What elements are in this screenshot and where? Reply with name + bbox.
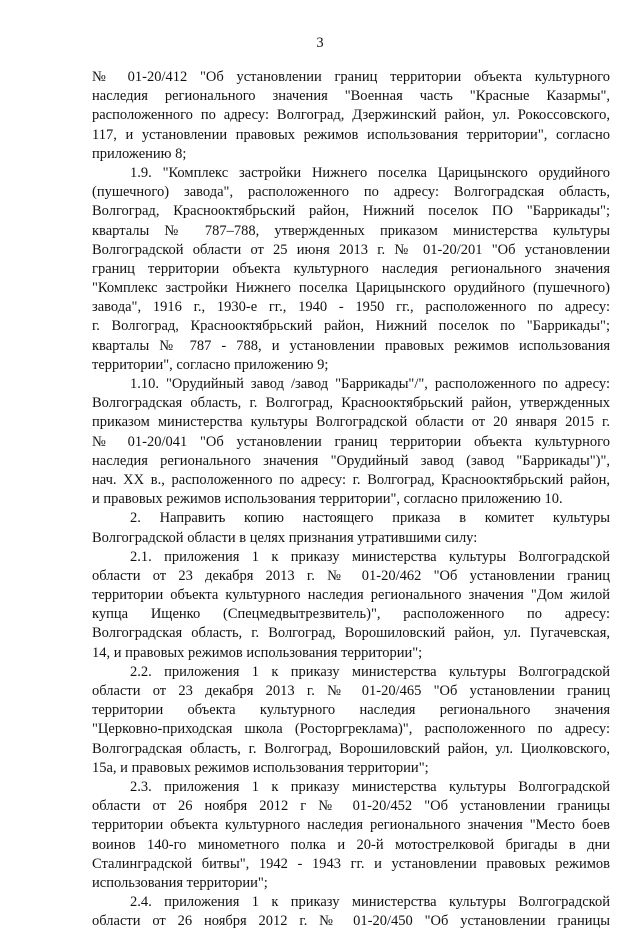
- text-line: расположенного по адресу: Волгоград, Дзержинский район, ул. Рокоссовского,: [92, 107, 610, 124]
- text-line: воинов 140-го минометного полка и 20-й мотострелковой бригады в дни: [92, 836, 610, 853]
- text-line: (пушечного) завода", расположенного по адресу: Волгоградская область,: [92, 184, 610, 201]
- text-line: 2.1. приложения 1 к приказу министерства культуры Волгоградской: [130, 548, 610, 565]
- text-line: Волгоградской области от 25 июня 2013 г. № 01-20/201 "Об установлении: [92, 241, 610, 258]
- text-line: 117, и установлении правовых режимов использования территории", согласно: [92, 126, 610, 143]
- text-line: Сталинградской битвы", 1942 - 1943 гг. и установлении правовых режимов: [92, 855, 610, 872]
- text-line: Волгоград, Краснооктябрьский район, Нижний поселок ПО "Баррикады";: [92, 203, 610, 220]
- text-line: приказом министерства культуры Волгоградской области от 20 января 2015 г.: [92, 414, 610, 431]
- text-line: Волгоградская область, г. Волгоград, Ворошиловский район, ул. Циолковского,: [92, 740, 610, 757]
- text-line: 1.9. "Комплекс застройки Нижнего поселка Царицынского орудийного: [130, 164, 610, 181]
- text-line: территории", согласно приложению 9;: [92, 356, 329, 373]
- text-line: и правовых режимов использования территории", согласно приложению 10.: [92, 491, 563, 508]
- text-line: области от 23 декабря 2013 г. № 01-20/462 "Об установлении границ: [92, 567, 610, 584]
- text-line: Волгоградская область, г. Волгоград, Ворошиловский район, ул. Пугачевская,: [92, 625, 610, 642]
- text-line: наследия регионального значения "Орудийный завод (завод "Баррикады")",: [92, 452, 610, 469]
- text-line: "Комплекс застройки Нижнего поселка Царицынского орудийного (пушечного): [92, 280, 610, 297]
- text-line: границ территории объекта культурного наследия регионального значения: [92, 260, 610, 277]
- text-line: 1.10. "Орудийный завод /завод "Баррикады"/", расположенного по адресу:: [130, 376, 610, 392]
- text-line: наследия регионального значения "Военная часть "Красные Казармы",: [92, 88, 610, 105]
- text-line: Волгоградской области в целях признания утратившими силу:: [92, 529, 478, 546]
- text-line: 2.4. приложения 1 к приказу министерства культуры Волгоградской: [130, 894, 610, 911]
- text-line: приложению 8;: [92, 145, 187, 162]
- text-line: нач. XX в., расположенного по адресу: г. Волгоград, Краснооктябрьский район,: [92, 471, 610, 488]
- document-body: [92, 68, 610, 931]
- text-line: 2. Направить копию настоящего приказа в комитет культуры: [130, 510, 610, 527]
- text-line: № 01-20/412 "Об установлении границ территории объекта культурного: [92, 69, 610, 85]
- text-line: 14, и правовых режимов использования территории";: [92, 644, 423, 661]
- text-line: № 01-20/041 "Об установлении границ территории объекта культурного: [92, 433, 610, 450]
- text-line: кварталы № 787 - 788, и установлении правовых режимов использования: [92, 337, 610, 354]
- text-line: завода", 1916 г., 1930-е гг., 1940 - 1950 гг., расположенного по адресу:: [92, 299, 610, 316]
- text-line: области от 26 ноября 2012 г. № 01-20/450 "Об установлении границы: [92, 913, 610, 930]
- text-line: Волгоградская область, г. Волгоград, Краснооктябрьский район, утвержденных: [92, 395, 610, 412]
- text-line: области от 26 ноября 2012 г № 01-20/452 "Об установлении границы: [92, 798, 610, 815]
- text-line: "Церковно-приходская школа (Росторгреклама)", расположенного по адресу:: [92, 721, 610, 738]
- text-line: территории объекта культурного наследия регионального значения "Место боев: [92, 817, 610, 834]
- text-line: 2.2. приложения 1 к приказу министерства культуры Волгоградской: [130, 663, 610, 680]
- text-line: кварталы № 787–788, утвержденных приказом министерства культуры: [92, 222, 610, 239]
- text-line: 15а, и правовых режимов использования территории";: [92, 759, 429, 776]
- page-number: 3: [316, 35, 324, 51]
- text-line: области от 23 декабря 2013 г. № 01-20/465 "Об установлении границ: [92, 683, 610, 699]
- text-line: использования территории";: [92, 874, 268, 891]
- text-line: территории объекта культурного наследия регионального значения: [92, 702, 610, 719]
- text-line: территории объекта культурного наследия регионального значения "Дом жилой: [92, 587, 610, 604]
- text-line: г. Волгоград, Краснооктябрьский район, Нижний поселок по "Баррикады";: [92, 318, 610, 335]
- text-line: 2.3. приложения 1 к приказу министерства культуры Волгоградской: [130, 778, 610, 795]
- text-line: купца Ищенко (Спецмедвытрезвитель)", расположенного по адресу:: [92, 606, 610, 623]
